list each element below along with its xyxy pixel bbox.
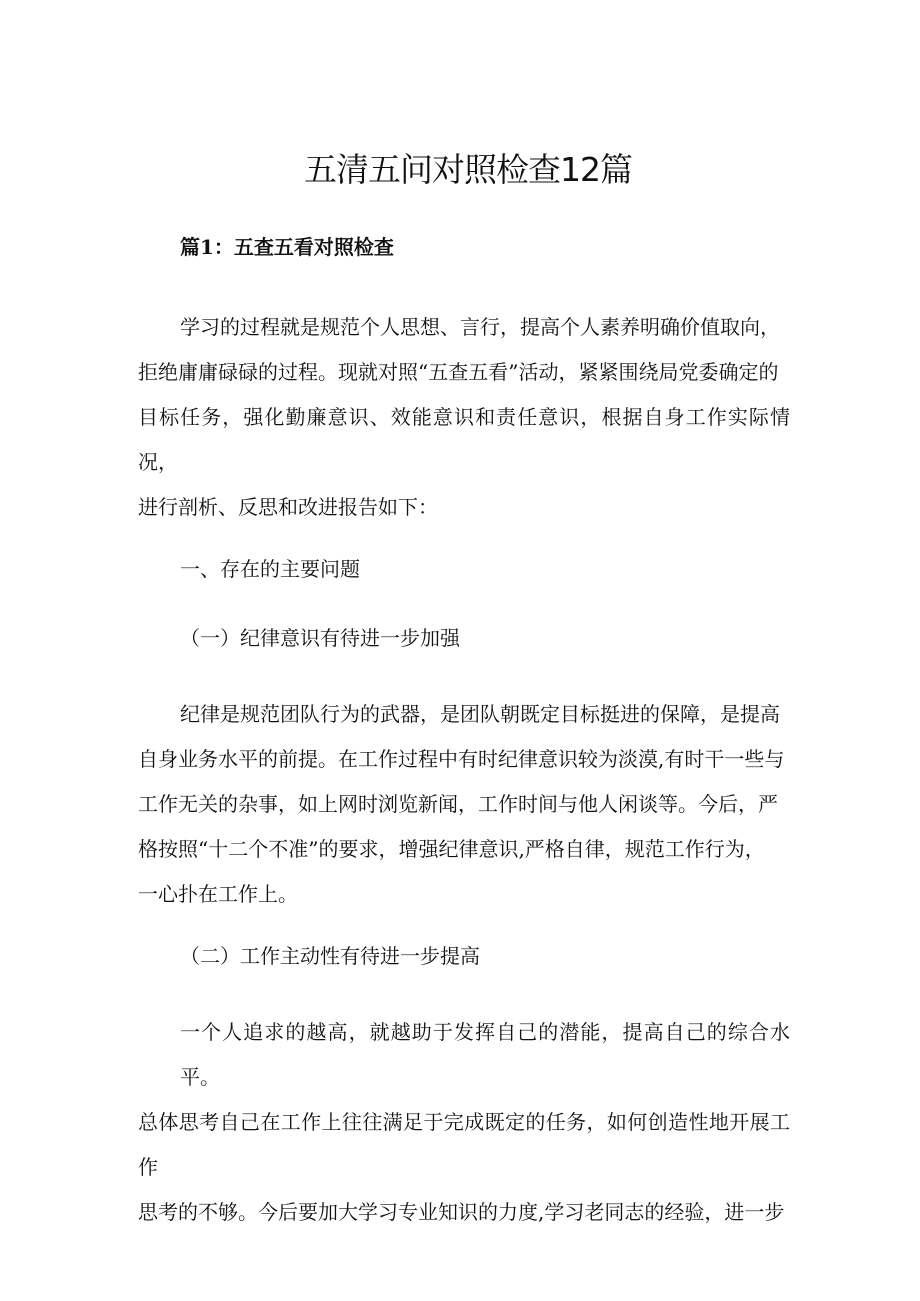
paragraph-2-line: 格按照“十二个不准”的要求，增强纪律意识,严格自律，规范工作行为， bbox=[138, 837, 765, 861]
paragraph-1-line: 进行剖析、反思和改进报告如下： bbox=[138, 495, 438, 519]
paragraph-2-line: 纪律是规范团队行为的武器，是团队朝既定目标挺进的保障，是提高 bbox=[180, 702, 780, 726]
paragraph-1 bbox=[138, 305, 790, 530]
document-title: 五清五问对照检查12篇 bbox=[304, 150, 632, 189]
paragraph-2 bbox=[138, 692, 790, 917]
heading-main-issues: 一、存在的主要问题 bbox=[180, 557, 360, 581]
paragraph-3-line: 思考的不够。今后要加大学习专业知识的力度,学习老同志的经验，进一步 bbox=[138, 1200, 785, 1224]
paragraph-3 bbox=[138, 1010, 790, 1235]
paragraph-2-line: 一心扑在工作上。 bbox=[138, 882, 298, 906]
subheading-discipline: （一）纪律意识有待进一步加强 bbox=[180, 626, 460, 650]
paragraph-1-line: 目标任务，强化勤廉意识、效能意识和责任意识，根据自身工作实际情况， bbox=[138, 405, 790, 474]
paragraph-1-line: 拒绝庸庸碌碌的过程。现就对照“五查五看”活动，紧紧围绕局党委确定的 bbox=[138, 360, 779, 384]
subheading-initiative: （二）工作主动性有待进一步提高 bbox=[180, 944, 480, 968]
section-1-heading: 篇1：五查五看对照检查 bbox=[180, 235, 394, 259]
paragraph-3-line: 总体思考自己在工作上往往满足于完成既定的任务，如何创造性地开展工作 bbox=[138, 1110, 790, 1179]
paragraph-2-line: 工作无关的杂事，如上网时浏览新闻，工作时间与他人闲谈等。今后，严 bbox=[138, 792, 778, 816]
paragraph-2-line: 自身业务水平的前提。在工作过程中有时纪律意识较为淡漠,有时干一些与 bbox=[138, 747, 785, 771]
paragraph-3-line: 一个人追求的越高，就越助于发挥自己的潜能，提高自己的综合水平。 bbox=[180, 1020, 790, 1089]
paragraph-1-line: 学习的过程就是规范个人思想、言行，提高个人素养明确价值取向， bbox=[180, 315, 780, 339]
